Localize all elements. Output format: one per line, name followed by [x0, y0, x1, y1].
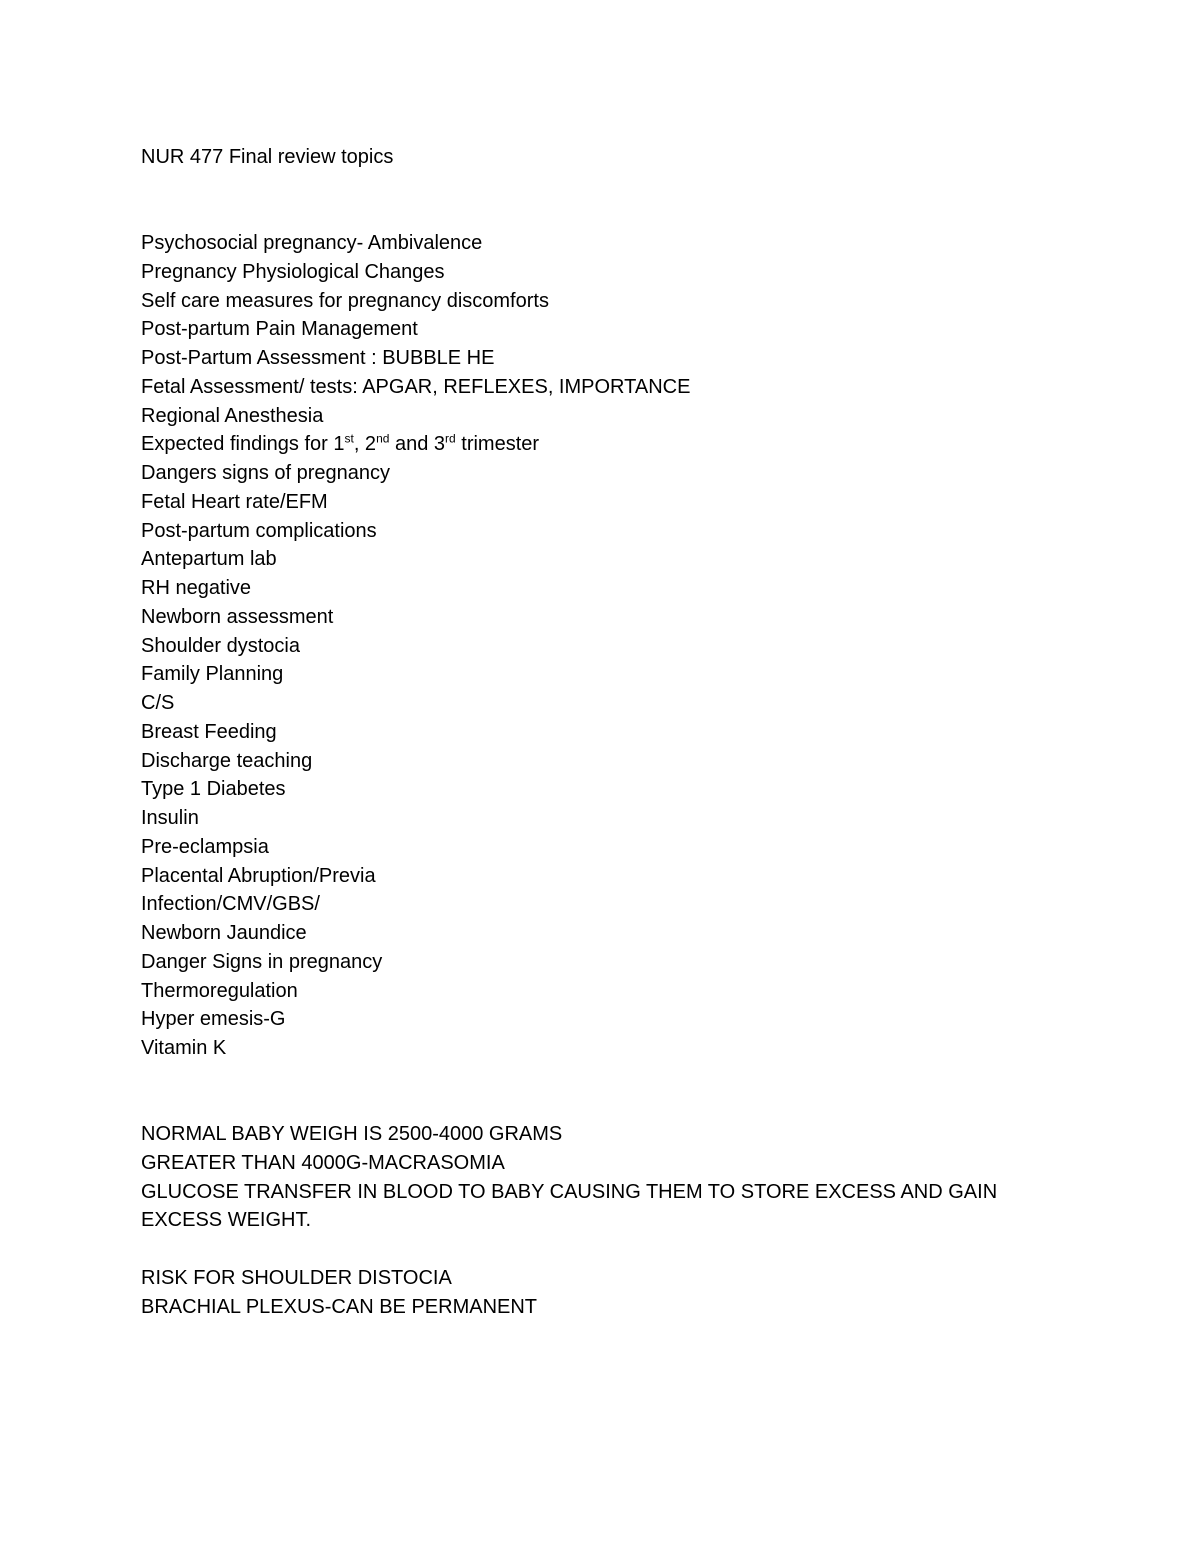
- notes-block: [141, 1264, 1041, 1322]
- note-line: BRACHIAL PLEXUS-CAN BE PERMANENT: [141, 1295, 538, 1318]
- topic-item: Shoulder dystocia: [141, 634, 300, 657]
- topic-item: Fetal Heart rate/EFM: [141, 490, 328, 513]
- topic-item: Insulin: [141, 807, 199, 829]
- topic-item: Breast Feeding: [141, 720, 277, 743]
- page-title: NUR 477 Final review topics: [141, 146, 394, 168]
- topic-item: Post-partum complications: [141, 519, 377, 542]
- topic-item: Family Planning: [141, 663, 284, 686]
- note-line: RISK FOR SHOULDER DISTOCIA: [141, 1266, 452, 1289]
- ordinal-suffix: st: [344, 431, 354, 446]
- notes-block: [141, 1120, 1041, 1235]
- topic-item: Fetal Assessment/ tests: APGAR, REFLEXES, IMPORTANCE: [141, 375, 691, 398]
- topic-item: Pregnancy Physiological Changes: [141, 260, 445, 283]
- topic-item: Newborn assessment: [141, 605, 334, 628]
- topic-item: Pre-eclampsia: [141, 835, 269, 858]
- ordinal-suffix: nd: [376, 431, 390, 446]
- note-line: NORMAL BABY WEIGH IS 2500-4000 GRAMS: [141, 1123, 563, 1145]
- topic-item: Self care measures for pregnancy discomforts: [141, 289, 549, 312]
- topic-text: trimester: [455, 433, 540, 456]
- topic-item: RH negative: [141, 577, 252, 599]
- topic-item: Danger Signs in pregnancy: [141, 950, 383, 973]
- topic-item: Hyper emesis-G: [141, 1008, 286, 1031]
- topic-item: Psychosocial pregnancy- Ambivalence: [141, 232, 483, 254]
- topic-item: Placental Abruption/Previa: [141, 864, 376, 887]
- topic-text: and 3: [389, 433, 446, 456]
- topic-item: [141, 430, 690, 459]
- topic-item: Post-Partum Assessment : BUBBLE HE: [141, 347, 495, 369]
- topic-item: Regional Anesthesia: [141, 404, 324, 427]
- topic-item: Infection/CMV/GBS/: [141, 893, 320, 916]
- topic-item: Discharge teaching: [141, 749, 313, 772]
- topic-item: Dangers signs of pregnancy: [141, 462, 391, 484]
- topic-item: Thermoregulation: [141, 979, 298, 1002]
- note-line: GLUCOSE TRANSFER IN BLOOD TO BABY CAUSING THEM TO STORE EXCESS AND GAIN EXCESS WEIGHT.: [141, 1180, 998, 1232]
- topic-item: Post-partum Pain Management: [141, 318, 418, 341]
- topic-item: C/S: [141, 692, 175, 714]
- ordinal-suffix: rd: [445, 431, 456, 446]
- topic-text: Expected findings for 1: [141, 433, 345, 456]
- topic-item: Newborn Jaundice: [141, 922, 307, 944]
- blank-line: [141, 1235, 1041, 1264]
- topic-item: Type 1 Diabetes: [141, 778, 286, 801]
- topics-list: [141, 229, 690, 1063]
- topic-item: Vitamin K: [141, 1037, 227, 1059]
- topic-item: Antepartum lab: [141, 548, 277, 571]
- note-line: GREATER THAN 4000G-MACRASOMIA: [141, 1151, 505, 1174]
- notes-section: [141, 1120, 1041, 1321]
- topic-text: , 2: [353, 433, 377, 456]
